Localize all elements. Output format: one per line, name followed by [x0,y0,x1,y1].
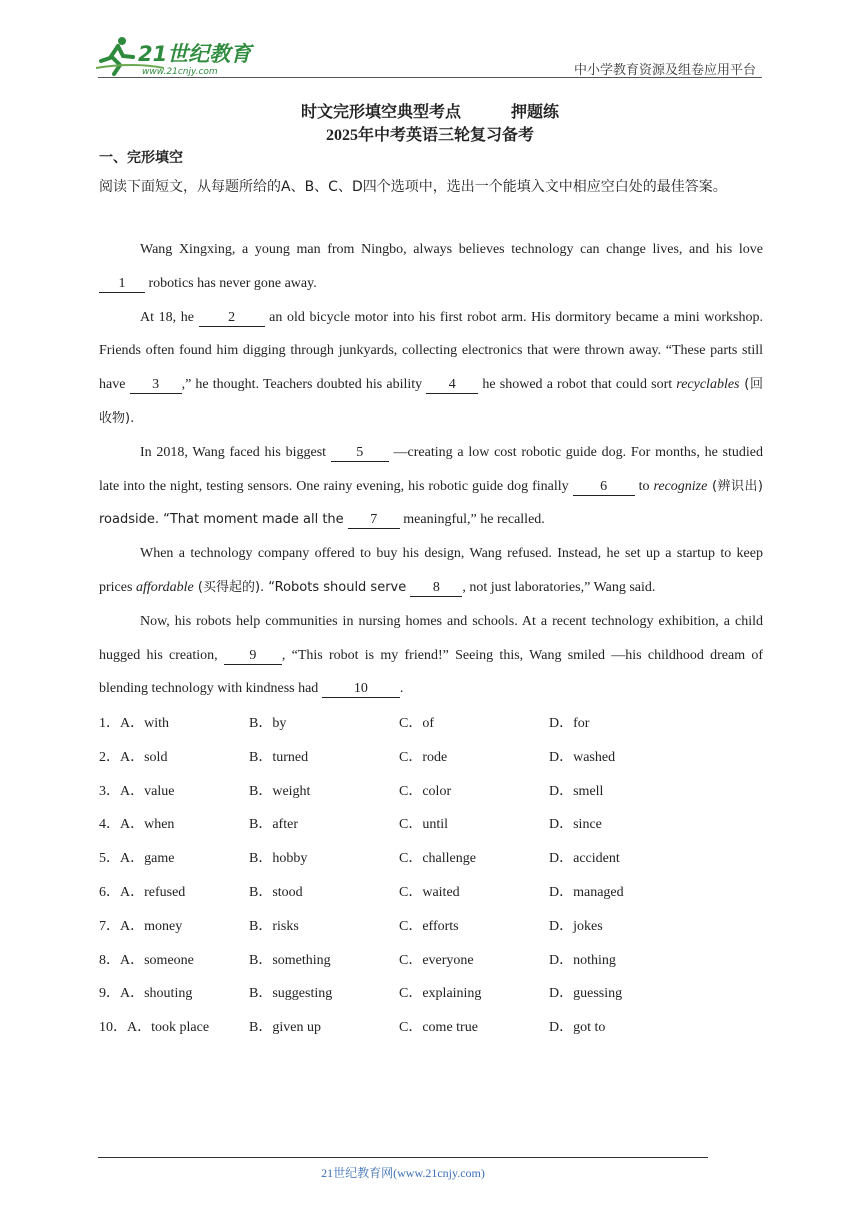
option-d: D．washed [549,749,616,765]
logo [94,34,264,78]
logo-main-text: 21世纪教育 [138,42,252,66]
option-c: C．rode [399,749,448,765]
option-d: D．guessing [549,986,623,1002]
option-b: B．suggesting [249,986,333,1002]
title-line-2: 2025年中考英语三轮复习备考 [325,127,534,144]
option-c: C．challenge [399,851,476,867]
option-c: C．color [399,783,452,799]
title-main: 时文完形填空典型考点 [300,102,461,121]
paragraph-5: Now, his robots help communities in nursing homes and schools. At a recent technology exhibition, a child hugged his creation, 9 , “This robot is my friend!” Seeing this, Wang smiled —his childhood dream of blending technology with kindness had 10 . [99,613,764,697]
option-d: D．got to [549,1020,606,1036]
header-divider [98,77,762,78]
page-header [0,0,860,80]
question-number-and-option-a: 4．A．when [99,817,175,833]
option-c: C．waited [399,884,460,900]
question-row [99,707,779,741]
blank-3: 3 [130,377,182,394]
logo-url-text: www.21cnjy.com [142,67,218,77]
blank-2: 2 [199,310,265,327]
option-d: D．nothing [549,952,616,968]
option-d: D．for [549,716,590,731]
footer-divider [98,1157,708,1158]
paragraph-3: In 2018, Wang faced his biggest 5 —creating a low cost robotic guide dog. For months, he studied late into the night, testing sensors. One rainy evening, his robotic guide dog finally 6 to recognize (辨识出) roadside. “That moment made all the 7 meaningful,” he recalled. [99,444,763,528]
blank-6: 6 [573,479,635,496]
option-c: C．of [399,716,434,731]
passage [99,233,763,706]
blank-8: 8 [410,580,462,597]
question-number-and-option-a: 3．A．value [99,783,175,799]
question-row [99,775,779,809]
option-b: B．turned [249,749,309,765]
option-c: C．efforts [399,918,459,934]
platform-name: 中小学教育资源及组卷应用平台 [573,63,756,78]
option-c: C．explaining [399,986,482,1002]
option-d: D．jokes [549,918,603,934]
question-number-and-option-a: 7．A．money [99,918,183,934]
blank-4: 4 [426,377,478,394]
option-d: D．smell [549,783,604,799]
question-row [99,808,779,842]
option-c: C．everyone [399,952,474,968]
question-row [99,741,779,775]
question-row [99,910,779,944]
instructions: 阅读下面短文，从每题所给的A、B、C、D四个选项中，选出一个能填入文中相应空白处的最佳答案。 [99,179,727,195]
question-number-and-option-a: 10．A．took place [99,1020,210,1036]
option-c: C．come true [399,1020,478,1036]
option-b: B．by [249,716,287,731]
option-d: D．since [549,817,602,833]
title-tag: 押题练 [511,102,560,121]
blank-9: 9 [224,648,282,665]
question-number-and-option-a: 1．A．with [99,716,169,731]
question-row [99,944,779,978]
question-number-and-option-a: 2．A．sold [99,749,168,765]
option-b: B．hobby [249,851,308,867]
blank-7: 7 [348,512,400,529]
question-number-and-option-a: 5．A．game [99,851,175,867]
option-d: D．managed [549,884,624,900]
footer-link[interactable]: 21世纪教育网(www.21cnjy.com) [321,1166,485,1180]
option-b: B．risks [249,918,299,934]
option-b: B．after [249,817,298,833]
paragraph-4: When a technology company offered to buy his design, Wang refused. Instead, he set up a startup to keep prices affordable (买得起的). “Robots should serve 8 , not just laboratories,” Wang said. [99,546,763,595]
paragraph-1: Wang Xingxing, a young man from Ningbo, always believes technology can change lives, and his love 1 robotics has never gone away. [99,233,763,301]
question-row [99,977,779,1011]
section-heading: 一、完形填空 [99,150,183,166]
question-row [99,876,779,910]
question-list [99,707,779,1045]
question-number-and-option-a: 9．A．shouting [99,986,193,1002]
question-number-and-option-a: 8．A．someone [99,952,194,968]
option-b: B．stood [249,884,303,900]
blank-1: 1 [99,276,145,293]
question-row [99,1011,779,1045]
option-c: C．until [399,817,449,833]
blank-5: 5 [331,445,389,462]
option-d: D．accident [549,851,620,867]
question-number-and-option-a: 6．A．refused [99,884,186,900]
option-b: B．weight [249,783,311,799]
question-row [99,842,779,876]
option-b: B．given up [249,1020,321,1036]
option-b: B．something [249,952,331,968]
blank-10: 10 [322,681,400,698]
title-line-1 [0,99,860,122]
paragraph-2: At 18, he 2 an old bicycle motor into his first robot arm. His dormitory became a mini workshop. Friends often found him digging through junkyards, collecting electronics that were thrown away. “These parts still have 3 ,” he thought. Teachers doubted his ability 4 he showed a robot that could sort recyclables (回收物). [99,309,763,426]
